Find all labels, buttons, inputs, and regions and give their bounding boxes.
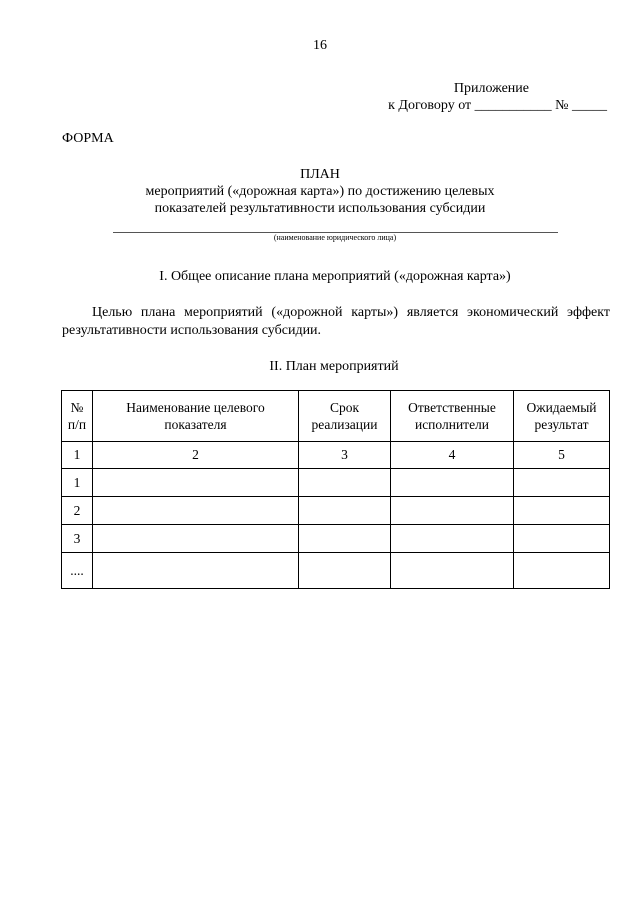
table-cell xyxy=(299,553,391,589)
table-cell xyxy=(299,469,391,497)
plan-table xyxy=(61,390,610,589)
appendix-line-1: Приложение xyxy=(453,81,529,96)
table-cell xyxy=(514,469,610,497)
table-cell xyxy=(514,497,610,525)
header-expected-result: Ожидаемый результат xyxy=(514,391,610,442)
form-label: ФОРМА xyxy=(62,131,114,146)
table-cell xyxy=(93,469,299,497)
table-cell: 2 xyxy=(62,497,93,525)
table-cell xyxy=(93,497,299,525)
section-1-paragraph: Целью плана мероприятий («дорожной карты») является экономический эффект результативности использования субсидии. xyxy=(62,305,610,338)
header-deadline: Срок реализации xyxy=(299,391,391,442)
table-row xyxy=(62,497,610,525)
section-2-heading: II. План мероприятий xyxy=(269,359,399,374)
appendix-block xyxy=(388,80,607,114)
plan-heading-block xyxy=(0,166,640,217)
header-indicator-name: Наименование целевого показателя xyxy=(93,391,299,442)
legal-entity-caption: (наименование юридического лица) xyxy=(273,233,397,242)
table-cell xyxy=(391,497,514,525)
table-row xyxy=(62,553,610,589)
table-cell xyxy=(391,525,514,553)
table-cell xyxy=(93,553,299,589)
table-cell: 1 xyxy=(62,442,93,469)
table-row xyxy=(62,469,610,497)
table-cell: 4 xyxy=(391,442,514,469)
table-cell xyxy=(514,525,610,553)
table-cell xyxy=(391,469,514,497)
table-cell: 3 xyxy=(299,442,391,469)
table-cell: 3 xyxy=(62,525,93,553)
plan-subtitle-line-2: показателей результативности использования субсидии xyxy=(154,201,486,216)
table-cell xyxy=(93,525,299,553)
table-cell: 5 xyxy=(514,442,610,469)
header-responsible: Ответственные исполнители xyxy=(391,391,514,442)
table-cell xyxy=(391,553,514,589)
appendix-line-2: к Договору от ___________ № _____ xyxy=(388,98,607,113)
plan-subtitle-line-1: мероприятий («дорожная карта») по достижению целевых xyxy=(145,184,495,199)
plan-title: ПЛАН xyxy=(300,167,340,182)
column-number-row xyxy=(62,442,610,469)
header-number: № п/п xyxy=(62,391,93,442)
table-cell xyxy=(299,497,391,525)
page-number: 16 xyxy=(313,38,327,53)
table-row xyxy=(62,525,610,553)
table-header-row xyxy=(62,391,610,442)
table-cell xyxy=(299,525,391,553)
section-1-heading: I. Общее описание плана мероприятий («дорожная карта») xyxy=(159,269,511,284)
table-cell: 1 xyxy=(62,469,93,497)
table-cell: .... xyxy=(62,553,93,589)
table-cell xyxy=(514,553,610,589)
table-cell: 2 xyxy=(93,442,299,469)
